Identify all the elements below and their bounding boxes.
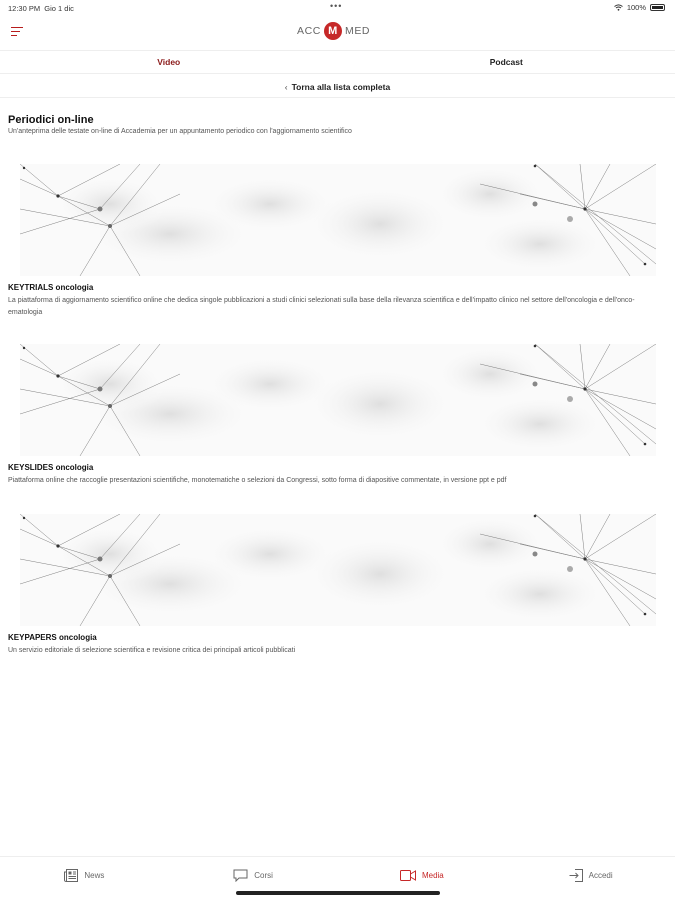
media-tabs (0, 50, 675, 74)
app-logo (297, 22, 370, 40)
nav-label-news: News (84, 871, 105, 880)
item-title[interactable]: KEYPAPERS oncologia (8, 633, 97, 642)
logo-text-right: MED (344, 25, 371, 37)
chat-icon (233, 869, 248, 882)
nav-label-accedi: Accedi (588, 871, 613, 880)
tab-podcast[interactable]: Podcast (489, 57, 523, 67)
battery-icon (650, 4, 665, 11)
home-indicator[interactable] (236, 891, 440, 895)
status-time: 12:30 PM Gio 1 dic (8, 4, 74, 13)
hamburger-menu-icon[interactable] (11, 27, 23, 37)
news-icon (64, 869, 78, 882)
app-header (0, 16, 675, 48)
nav-item-news[interactable] (0, 857, 169, 900)
status-right (614, 3, 665, 12)
video-camera-icon (400, 870, 416, 881)
item-title[interactable]: KEYSLIDES oncologia (8, 463, 94, 472)
login-icon (569, 869, 583, 882)
back-to-list-label: Torna alla lista completa (291, 82, 391, 92)
item-title[interactable]: KEYTRIALS oncologia (8, 283, 94, 292)
item-description: Piattaforma online che raccoglie presentazioni scientifiche, monotematiche o selezioni da Congressi, sotto forma di diapositive commentate, in versione ppt e pdf (8, 477, 507, 484)
wifi-icon (614, 4, 623, 11)
multitask-dots[interactable]: ••• (330, 1, 343, 11)
nav-item-accedi[interactable] (506, 857, 675, 900)
nav-label-corsi: Corsi (254, 871, 273, 880)
tab-video[interactable]: Video (157, 57, 181, 67)
nav-label-media: Media (421, 871, 444, 880)
item-banner-image[interactable] (20, 514, 656, 626)
logo-mark-icon: M (324, 22, 342, 40)
status-bar (0, 0, 675, 16)
back-to-list-link[interactable] (0, 76, 675, 98)
item-banner-image[interactable] (20, 344, 656, 456)
battery-percent: 100% (626, 3, 646, 12)
chevron-left-icon: ‹ (284, 82, 288, 92)
item-description: La piattaforma di aggiornamento scientifico online che dedica singole pubblicazioni a studi clinici selezionati sulla base della rilevanza scientifica e dell'impatto clinico nel settore dell'oncologia e dell'onco-ematologia (8, 297, 635, 316)
item-banner-image[interactable] (20, 164, 656, 276)
section-title: Periodici on-line (8, 114, 94, 126)
item-description: Un servizio editoriale di selezione scientifica e revisione critica dei principali articoli pubblicati (8, 647, 296, 654)
section-description: Un'anteprima delle testate on-line di Accademia per un appuntamento periodico con l'aggiornamento scientifico (8, 128, 352, 135)
logo-text-left: ACC (297, 25, 321, 37)
